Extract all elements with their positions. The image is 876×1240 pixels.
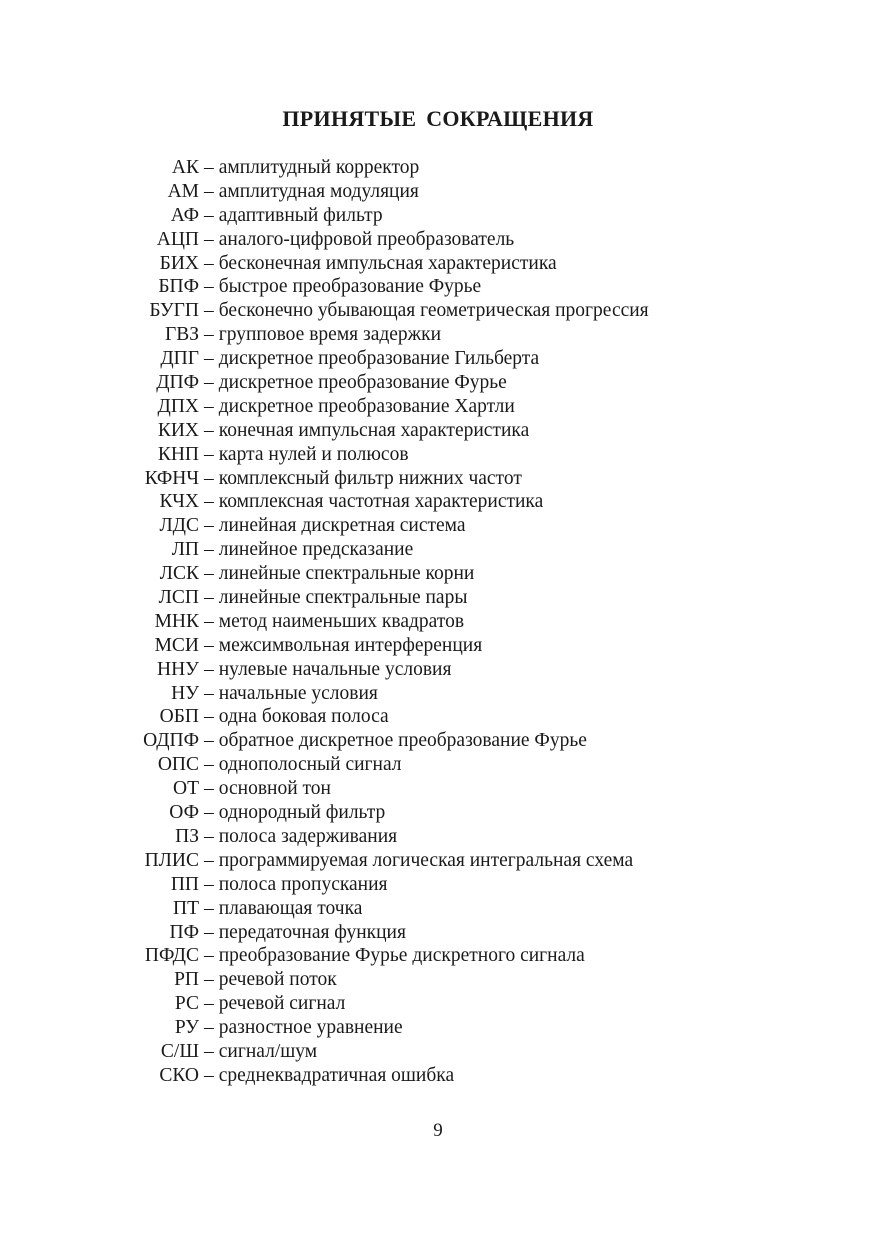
abbreviation-separator: –	[204, 419, 214, 441]
abbreviation-term: ПП	[170, 873, 199, 895]
abbreviation-separator: –	[204, 993, 214, 1015]
abbreviation-term: АМ	[167, 180, 199, 202]
abbreviation-definition: комплексный фильтр нижних частот	[218, 467, 522, 489]
abbreviation-separator: –	[204, 157, 214, 178]
abbreviation-definition: речевой поток	[218, 969, 337, 991]
abbreviation-row	[0, 156, 876, 180]
abbreviation-definition: бесконечно убывающая геометрическая прогрессия	[218, 300, 649, 322]
abbreviation-separator: –	[204, 1040, 214, 1062]
abbreviation-row	[0, 323, 876, 347]
abbreviation-definition: дискретное преобразование Фурье	[218, 372, 507, 394]
abbreviation-separator: –	[204, 825, 214, 847]
abbreviation-row	[0, 1064, 876, 1088]
abbreviation-definition: полоса пропускания	[218, 873, 388, 895]
abbreviation-definition: межсимвольная интерференция	[218, 634, 483, 656]
abbreviation-row	[0, 849, 876, 873]
abbreviation-separator: –	[204, 467, 214, 489]
abbreviation-definition: линейные спектральные пары	[218, 587, 468, 609]
abbreviation-term: БИХ	[159, 252, 199, 274]
abbreviation-definition: дискретное преобразование Гильберта	[218, 348, 540, 370]
abbreviation-term: ПФ	[169, 921, 199, 943]
abbreviation-definition: адаптивный фильтр	[218, 204, 383, 226]
abbreviation-row	[0, 825, 876, 849]
abbreviation-definition: разностное уравнение	[218, 1017, 403, 1039]
abbreviation-separator: –	[204, 682, 214, 704]
abbreviation-term: ПЛИС	[144, 849, 199, 871]
abbreviation-definition: передаточная функция	[218, 921, 406, 943]
abbreviation-row	[0, 514, 876, 538]
abbreviation-separator: –	[204, 897, 214, 919]
abbreviation-definition: быстрое преобразование Фурье	[218, 276, 482, 298]
abbreviation-definition: однородный фильтр	[218, 802, 386, 824]
abbreviation-definition: плавающая точка	[218, 897, 363, 919]
abbreviation-term: ДПХ	[157, 395, 199, 417]
abbreviation-definition: аналого-цифровой преобразователь	[218, 228, 515, 250]
abbreviation-row	[0, 944, 876, 968]
abbreviation-row	[0, 275, 876, 299]
abbreviation-row	[0, 204, 876, 228]
abbreviation-term: АЦП	[156, 228, 199, 250]
abbreviation-row	[0, 658, 876, 682]
abbreviation-definition: амплитудный корректор	[218, 157, 420, 178]
abbreviation-term: КЧХ	[159, 491, 199, 513]
abbreviation-row	[0, 443, 876, 467]
page-number: 9	[433, 1120, 443, 1141]
abbreviation-term: ГВЗ	[164, 324, 199, 346]
abbreviation-list	[0, 156, 876, 1088]
abbreviation-separator: –	[204, 300, 214, 322]
abbreviation-row	[0, 682, 876, 706]
abbreviation-term: ЛП	[171, 539, 199, 561]
abbreviation-term: РС	[174, 993, 199, 1015]
abbreviation-separator: –	[204, 372, 214, 394]
abbreviation-row	[0, 921, 876, 945]
abbreviation-term: ПТ	[173, 897, 199, 919]
abbreviation-definition: дискретное преобразование Хартли	[218, 395, 515, 417]
abbreviation-row	[0, 634, 876, 658]
abbreviation-term: ДПФ	[156, 372, 199, 394]
abbreviation-term: МСИ	[154, 634, 199, 656]
abbreviation-definition: конечная импульсная характеристика	[218, 419, 530, 441]
abbreviation-separator: –	[204, 395, 214, 417]
abbreviation-separator: –	[204, 610, 214, 632]
abbreviation-term: СКО	[159, 1064, 199, 1086]
abbreviation-row	[0, 299, 876, 323]
abbreviation-row	[0, 873, 876, 897]
abbreviation-term: С/Ш	[160, 1040, 199, 1062]
abbreviation-term: НУ	[171, 682, 199, 704]
abbreviation-definition: речевой сигнал	[218, 993, 346, 1015]
abbreviation-separator: –	[204, 443, 214, 465]
abbreviation-row	[0, 538, 876, 562]
abbreviation-term: ОДПФ	[143, 730, 199, 752]
abbreviation-row	[0, 729, 876, 753]
abbreviation-separator: –	[204, 204, 214, 226]
abbreviation-separator: –	[204, 921, 214, 943]
abbreviation-separator: –	[204, 563, 214, 585]
abbreviation-row	[0, 1040, 876, 1064]
abbreviation-separator: –	[204, 658, 214, 680]
abbreviation-term: МНК	[154, 610, 199, 632]
abbreviation-separator: –	[204, 1064, 214, 1086]
abbreviation-separator: –	[204, 491, 214, 513]
abbreviation-row	[0, 705, 876, 729]
abbreviation-term: БПФ	[158, 276, 199, 298]
abbreviation-term: ОБП	[159, 706, 199, 728]
abbreviation-definition: метод наименьших квадратов	[218, 610, 465, 632]
abbreviation-term: ОТ	[173, 778, 199, 800]
abbreviation-definition: среднеквадратичная ошибка	[218, 1064, 455, 1086]
abbreviation-definition: линейная дискретная система	[218, 515, 466, 537]
abbreviation-definition: программируемая логическая интегральная схема	[218, 849, 634, 871]
page-title: ПРИНЯТЫЕ СОКРАЩЕНИЯ	[282, 106, 594, 131]
abbreviation-definition: линейные спектральные корни	[218, 563, 475, 585]
abbreviation-separator: –	[204, 778, 214, 800]
abbreviation-row	[0, 252, 876, 276]
abbreviation-term: КИХ	[157, 419, 199, 441]
abbreviation-separator: –	[204, 849, 214, 871]
abbreviation-term: ДПГ	[160, 348, 199, 370]
abbreviation-term: ПЗ	[175, 825, 199, 847]
abbreviation-separator: –	[204, 706, 214, 728]
abbreviation-row	[0, 753, 876, 777]
abbreviation-term: БУГП	[149, 300, 199, 322]
abbreviation-row	[0, 610, 876, 634]
abbreviation-definition: групповое время задержки	[218, 324, 442, 346]
abbreviation-term: ОПС	[157, 754, 199, 776]
abbreviation-separator: –	[204, 873, 214, 895]
abbreviation-separator: –	[204, 180, 214, 202]
abbreviation-separator: –	[204, 252, 214, 274]
abbreviation-term: КНП	[157, 443, 199, 465]
abbreviation-term: ЛСП	[158, 587, 199, 609]
abbreviation-row	[0, 395, 876, 419]
abbreviation-separator: –	[204, 276, 214, 298]
abbreviation-term: ЛСК	[159, 563, 199, 585]
abbreviation-row	[0, 586, 876, 610]
abbreviation-separator: –	[204, 348, 214, 370]
abbreviation-separator: –	[204, 754, 214, 776]
abbreviation-row	[0, 467, 876, 491]
abbreviation-definition: комплексная частотная характеристика	[218, 491, 544, 513]
abbreviation-definition: сигнал/шум	[218, 1040, 318, 1062]
abbreviation-separator: –	[204, 587, 214, 609]
abbreviation-definition: начальные условия	[218, 682, 378, 704]
abbreviation-term: ПФДС	[144, 945, 199, 967]
abbreviation-separator: –	[204, 539, 214, 561]
abbreviation-definition: линейное предсказание	[218, 539, 414, 561]
abbreviation-separator: –	[204, 802, 214, 824]
abbreviation-row	[0, 419, 876, 443]
abbreviation-separator: –	[204, 515, 214, 537]
abbreviation-definition: обратное дискретное преобразование Фурье	[218, 730, 587, 752]
abbreviation-row	[0, 228, 876, 252]
abbreviation-row	[0, 777, 876, 801]
abbreviation-definition: бесконечная импульсная характеристика	[218, 252, 557, 274]
abbreviation-term: ЛДС	[159, 515, 199, 537]
abbreviation-row	[0, 562, 876, 586]
abbreviation-definition: карта нулей и полюсов	[218, 443, 409, 465]
abbreviation-definition: основной тон	[218, 778, 331, 800]
abbreviation-row	[0, 801, 876, 825]
abbreviation-separator: –	[204, 730, 214, 752]
abbreviation-term: КФНЧ	[144, 467, 199, 489]
abbreviation-row	[0, 347, 876, 371]
abbreviation-row	[0, 371, 876, 395]
abbreviation-definition: одна боковая полоса	[218, 706, 389, 728]
abbreviation-term: РУ	[174, 1017, 199, 1039]
abbreviation-separator: –	[204, 1017, 214, 1039]
abbreviation-separator: –	[204, 634, 214, 656]
abbreviation-definition: нулевые начальные условия	[218, 658, 452, 680]
abbreviation-term: РП	[174, 969, 199, 991]
abbreviation-separator: –	[204, 969, 214, 991]
abbreviation-definition: однополосный сигнал	[218, 754, 402, 776]
abbreviation-separator: –	[204, 945, 214, 967]
abbreviation-definition: амплитудная модуляция	[218, 180, 419, 202]
abbreviation-row	[0, 1016, 876, 1040]
abbreviation-term: ОФ	[169, 802, 199, 824]
abbreviation-row	[0, 992, 876, 1016]
abbreviation-term: ННУ	[157, 658, 199, 680]
abbreviation-row	[0, 490, 876, 514]
abbreviation-term: АФ	[170, 204, 199, 226]
abbreviation-row	[0, 897, 876, 921]
abbreviation-separator: –	[204, 228, 214, 250]
abbreviation-row	[0, 968, 876, 992]
abbreviation-row	[0, 180, 876, 204]
abbreviation-definition: полоса задерживания	[218, 825, 398, 847]
abbreviation-term: АК	[171, 157, 199, 178]
abbreviation-separator: –	[204, 324, 214, 346]
abbreviation-definition: преобразование Фурье дискретного сигнала	[218, 945, 585, 967]
